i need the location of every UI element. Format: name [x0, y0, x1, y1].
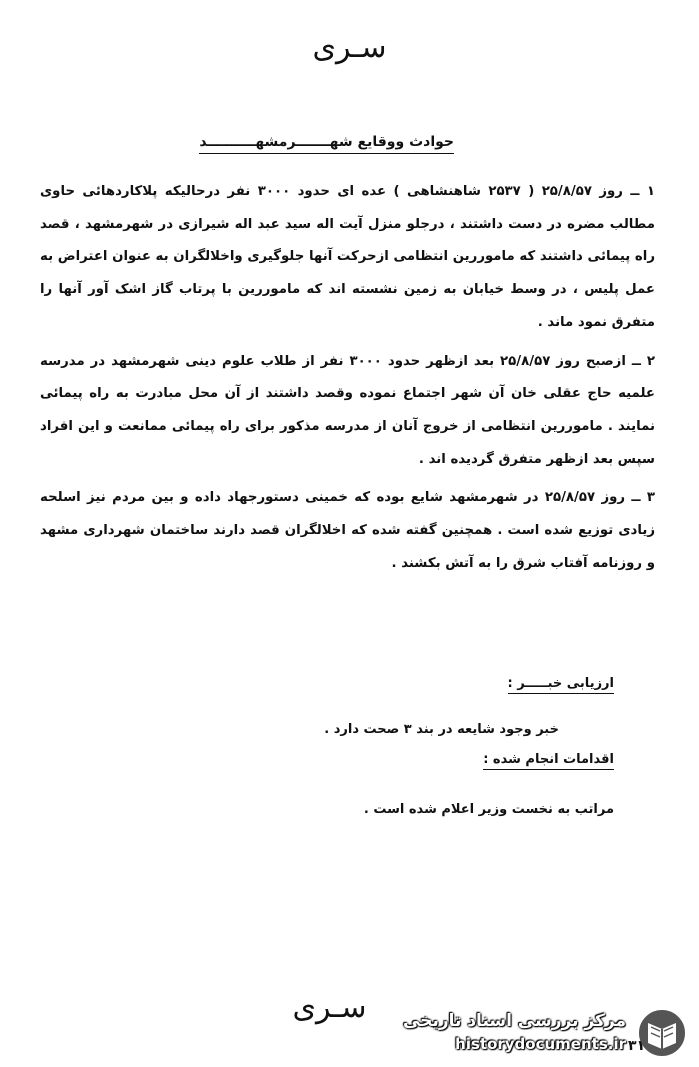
report-item-3: ۳ ــ روز ۲۵/۸/۵۷ در شهرمشهد شایع بوده که خمینی دستورجهاد داده و بین مردم نیز اسلحه زیادی توزیع شده است . همچنین گفته شده که اخلالگران قصد دارند ساختمان شهرداری مشهد و روزنامه آفتاب شرق را به آتش بکشند .	[40, 490, 655, 571]
report-item-1: ۱ ــ روز ۲۵/۸/۵۷ ( ۲۵۳۷ شاهنشاهی ) عده ای حدود ۳۰۰۰ نفر درحالیکه پلاکاردهائی حاوی مطالب مضره در دست داشتند ، درجلو منزل آیت اله سید عبد اله شیرازی در شهرمشهد ، قصد راه پیمائی داشتند که ماموررین انتظامی ازحرکت آنها جلوگیری واخلالگران به عنوان اعتراض به عمل پلیس ، در وسط خیابان به زمین نشسته اند که ماموررین با پرتاب گاز اشک آور آنها را متفرق نمود ماند .	[40, 184, 655, 330]
report-body	[40, 176, 655, 586]
actions-heading	[483, 752, 614, 767]
actions-heading-text: اقدامات انجام شده :	[483, 752, 614, 770]
classification-top: سـری	[312, 30, 387, 65]
classification-bottom: سـری	[292, 990, 367, 1025]
evaluation-heading-text: ارزیابی خبـــــر :	[508, 676, 614, 694]
evaluation-text: خبر وجود شایعه در بند ۳ صحت دارد .	[324, 722, 559, 737]
watermark-url: historydocuments.ir	[455, 1035, 626, 1053]
page-number: ۳۱	[628, 1038, 646, 1054]
document-title: حوادث ووقايع شهـــــــرمشهــــــــــد	[199, 134, 454, 154]
actions-text: مراتب به نخست وزیر اعلام شده است .	[363, 802, 614, 817]
watermark-name: مرکز بررسی اسناد تاریخی	[403, 1011, 626, 1031]
evaluation-heading	[508, 676, 614, 691]
watermark	[403, 1003, 688, 1063]
report-item-2: ۲ ــ ازصبح روز ۲۵/۸/۵۷ بعد ازظهر حدود ۳۰۰۰ نفر از طلاب علوم دینی شهرمشهد در مدرسه علمیه حاج عقلی خان آن شهر اجتماع نموده وقصد داشتند از آن محل مبادرت به راه پیمائی نمایند . ماموررین انتظامی از خروج آنان از مدرسه مذکور برای راه پیمائی ممانعت و این افراد سپس بعد ازظهر متفرق گردیده اند .	[40, 353, 655, 467]
